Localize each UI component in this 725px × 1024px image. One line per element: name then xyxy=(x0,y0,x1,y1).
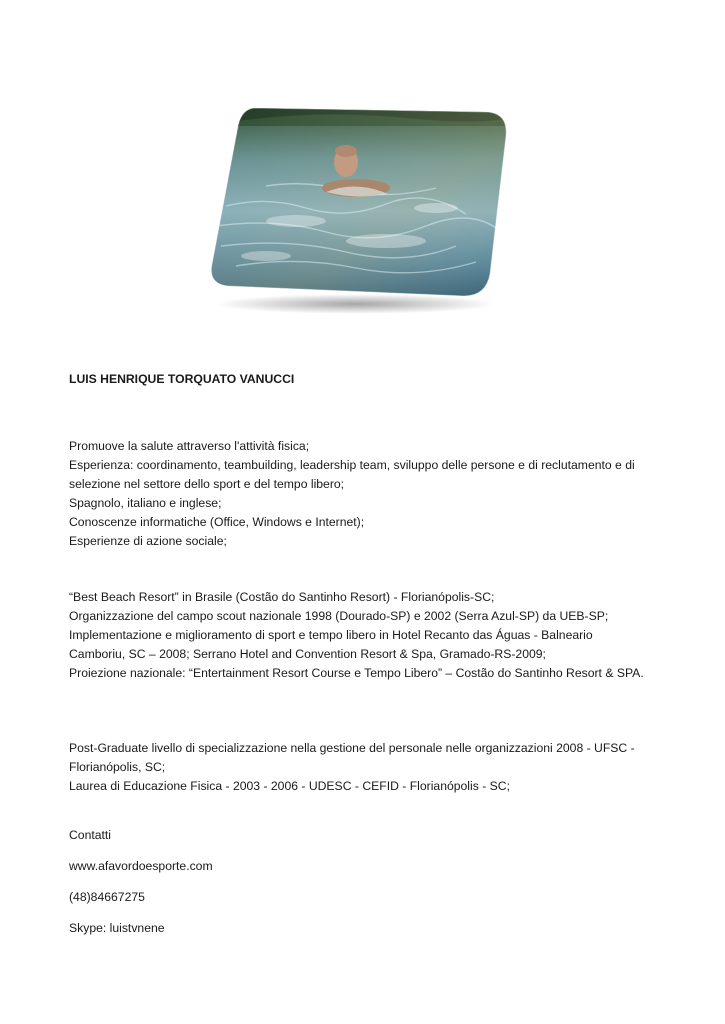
experience-line: Camboriu, SC – 2008; Serrano Hotel and Convention Resort & Spa, Gramado-RS-2009; xyxy=(69,647,546,661)
summary-line: Esperienza: coordinamento, teambuilding, leadership team, sviluppo delle persone e di reclutamento e di xyxy=(69,458,635,472)
education-line: Post-Graduate livello di specializzazione nella gestione del personale nelle organizzazioni 2008 - UFSC - xyxy=(69,741,635,755)
education-line: Laurea di Educazione Fisica - 2003 - 2006 - UDESC - CEFID - Florianópolis - SC; xyxy=(69,779,510,793)
phone-number: (48)84667275 xyxy=(69,890,145,904)
summary-line: Conoscenze informatiche (Office, Windows e Internet); xyxy=(69,515,365,529)
summary-line: Promuove la salute attraverso l'attività fisica; xyxy=(69,439,310,453)
summary-line: Spagnolo, italiano e inglese; xyxy=(69,496,222,510)
experience-line: Proiezione nazionale: “Entertainment Resort Course e Tempo Libero” – Costão do Santinho Resort & SPA. xyxy=(69,666,644,680)
website-link[interactable]: www.afavordoesporte.com xyxy=(69,859,213,873)
contacts-heading: Contatti xyxy=(69,828,112,842)
experience-line: Implementazione e miglioramento di sport e tempo libero in Hotel Recanto das Águas - Balneario xyxy=(69,628,593,642)
experience-line: “Best Beach Resort” in Brasile (Costão do Santinho Resort) - Florianópolis-SC; xyxy=(69,590,495,604)
profile-photo xyxy=(206,96,516,316)
summary-line: Esperienze di azione sociale; xyxy=(69,534,227,548)
skype-id: Skype: luistvnene xyxy=(69,921,165,935)
person-name: LUIS HENRIQUE TORQUATO VANUCCI xyxy=(69,372,295,386)
education-line: Florianópolis, SC; xyxy=(69,760,166,774)
experience-line: Organizzazione del campo scout nazionale 1998 (Dourado-SP) e 2002 (Serra Azul-SP) da UEB-SP; xyxy=(69,609,609,623)
summary-line: selezione nel settore dello sport e del tempo libero; xyxy=(69,477,345,491)
